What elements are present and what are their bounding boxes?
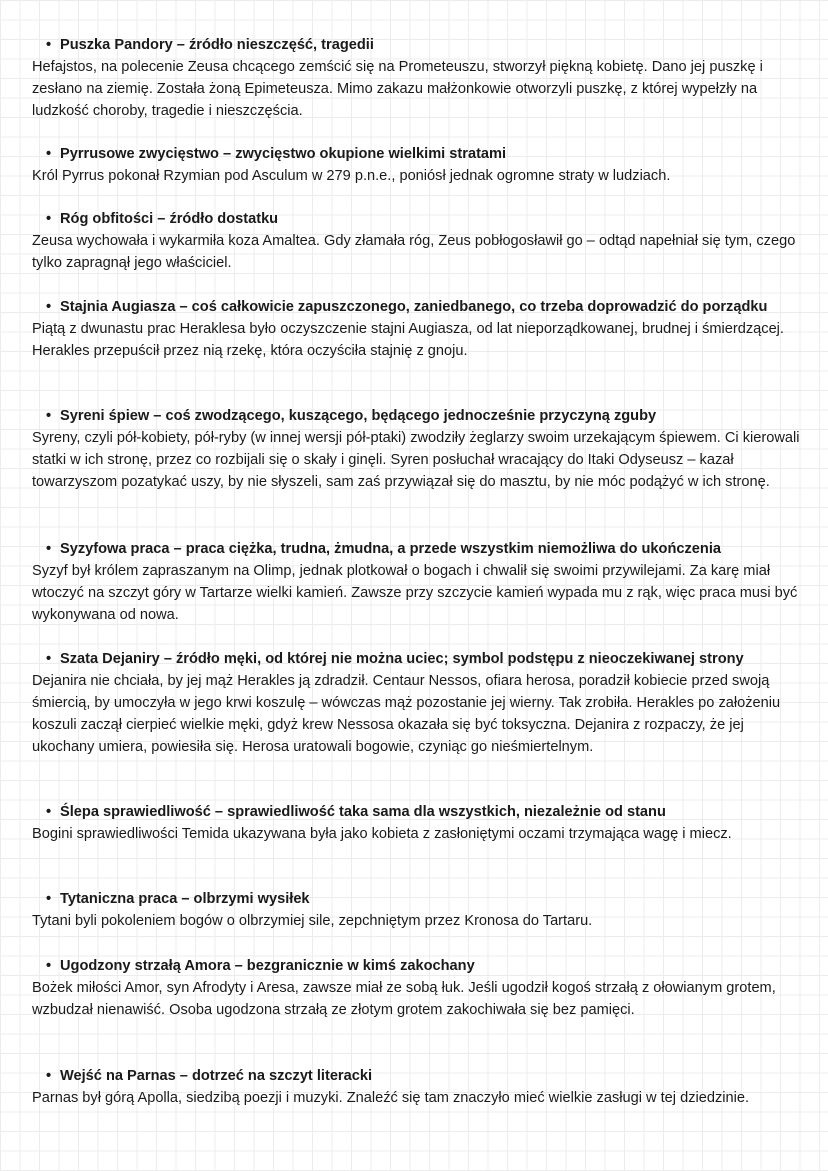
entry-description: Zeusa wychowała i wykarmiła koza Amaltea. Gdy złamała róg, Zeus pobłogosławił go – odtąd napełniał się tym, czego tylko zapragnął jego właściciel. [32, 233, 796, 271]
entry-slepa-sprawiedliwosc [32, 801, 802, 845]
entry-description: Bogini sprawiedliwości Temida ukazywana była jako kobieta z zasłoniętymi oczami trzymająca wagę i miecz. [32, 826, 732, 842]
entry-tytaniczna-praca [32, 888, 802, 932]
entry-description: Król Pyrrus pokonał Rzymian pod Asculum w 279 p.n.e., poniósł jednak ogromne straty w ludziach. [32, 168, 671, 184]
entry-stajnia-augiasza [32, 296, 802, 362]
bullet-icon: • [46, 1068, 52, 1084]
heading-text: Ślepa sprawiedliwość – sprawiedliwość taka sama dla wszystkich, niezależnie od stanu [60, 804, 666, 820]
entry-wejsc-na-parnas [32, 1065, 802, 1109]
entry-heading [32, 801, 802, 823]
entry-heading [32, 888, 802, 910]
heading-text: Wejść na Parnas – dotrzeć na szczyt literacki [60, 1068, 373, 1084]
entry-description: Syzyf był królem zapraszanym na Olimp, jednak plotkował o bogach i chwalił się swoimi przywilejami. Za karę miał wtoczyć na szczyt góry w Tartarze wielki kamień. Zawsze przy szczycie kamień wypada mu z rąk, więc praca musi być wykonywana od nowa. [32, 563, 798, 623]
bullet-icon: • [46, 541, 52, 557]
entry-description: Tytani byli pokoleniem bogów o olbrzymiej sile, zepchniętym przez Kronosa do Tartaru. [32, 913, 593, 929]
heading-text: Tytaniczna praca – olbrzymi wysiłek [60, 891, 310, 907]
entry-heading [32, 208, 802, 230]
bullet-icon: • [46, 891, 52, 907]
heading-text: Syreni śpiew – coś zwodzącego, kuszącego, będącego jednocześnie przyczyną zguby [60, 408, 657, 424]
heading-text: Stajnia Augiasza – coś całkowicie zapuszczonego, zaniedbanego, co trzeba doprowadzić do porządku [60, 299, 768, 315]
heading-text: Ugodzony strzałą Amora – bezgranicznie w kimś zakochany [60, 958, 475, 974]
heading-text: Róg obfitości – źródło dostatku [60, 211, 279, 227]
bullet-icon: • [46, 37, 52, 53]
entry-heading [32, 143, 802, 165]
bullet-icon: • [46, 299, 52, 315]
entry-puszka-pandory [32, 34, 802, 122]
heading-text: Puszka Pandory – źródło nieszczęść, tragedii [60, 37, 374, 53]
heading-text: Szata Dejaniry – źródło męki, od której nie można uciec; symbol podstępu z nieoczekiwanej strony [60, 651, 744, 667]
entry-description: Bożek miłości Amor, syn Afrodyty i Aresa, zawsze miał ze sobą łuk. Jeśli ugodził kogoś strzałą z ołowianym grotem, wzbudzał nienawiść. Osoba ugodzona strzałą ze złotym grotem zakochiwała się bez pamięci. [32, 980, 776, 1018]
entry-description: Syreny, czyli pół-kobiety, pół-ryby (w innej wersji pół-ptaki) zwodziły żeglarzy swoim urzekającym śpiewem. Ci kierowali statki w ich stronę, przez co rozbijali się o skały i ginęli. Syren posłuchał wracający do Itaki Odyseusz – kazał towarzyszom pozatykać uszy, by nie słyszeli, sam zaś przywiązał się do masztu, by nie móc podążyć w ich stronę. [32, 430, 800, 490]
entry-szata-dejaniry [32, 648, 802, 758]
entry-description: Piątą z dwunastu prac Heraklesa było oczyszczenie stajni Augiasza, od lat nieporządkowanej, brudnej i śmierdzącej. Herakles przepuścił przez nią rzekę, która oczyściła stajnię z gnoju. [32, 321, 784, 359]
entry-pyrrusowe-zwyciestwo [32, 143, 802, 187]
bullet-icon: • [46, 211, 52, 227]
entry-heading [32, 648, 802, 670]
entry-ugodzony-strzala-amora [32, 955, 802, 1021]
bullet-icon: • [46, 958, 52, 974]
bullet-icon: • [46, 408, 52, 424]
entry-syzyfowa-praca [32, 538, 802, 626]
entry-description: Parnas był górą Apolla, siedzibą poezji i muzyki. Znaleźć się tam znaczyło mieć wielkie zasługi w tej dziedzinie. [32, 1090, 750, 1106]
bullet-icon: • [46, 804, 52, 820]
entry-heading [32, 34, 802, 56]
entry-heading [32, 405, 802, 427]
entry-description: Dejanira nie chciała, by jej mąż Herakles ją zdradził. Centaur Nessos, ofiara herosa, poradził kobiecie przed swoją śmiercią, by umoczyła w jego krwi koszulę – wówczas mąż pozostanie jej wierny. Tak zrobiła. Herakles po założeniu koszuli zaczął cierpieć wielkie męki, gdyż krew Nessosa okazała się być toksyczna. Dejanira z rozpaczy, że jej ukochany umiera, powiesiła się. Herosa uratowali bogowie, czyniąc go nieśmiertelnym. [32, 673, 781, 755]
entry-description: Hefajstos, na polecenie Zeusa chcącego zemścić się na Prometeuszu, stworzył piękną kobietę. Dano jej puszkę i zesłano na ziemię. Została żoną Epimeteusza. Mimo zakazu małżonkowie otworzyli puszkę, z której wypełzły na ludzkość choroby, tragedie i nieszczęścia. [32, 59, 763, 119]
entry-heading [32, 296, 802, 318]
entry-rog-obfitosci [32, 208, 802, 274]
heading-text: Syzyfowa praca – praca ciężka, trudna, żmudna, a przede wszystkim niemożliwa do ukończenia [60, 541, 721, 557]
entry-heading [32, 1065, 802, 1087]
entry-syreni-spiew [32, 405, 802, 493]
entry-heading [32, 955, 802, 977]
entry-heading [32, 538, 802, 560]
bullet-icon: • [46, 651, 52, 667]
bullet-icon: • [46, 146, 52, 162]
heading-text: Pyrrusowe zwycięstwo – zwycięstwo okupione wielkimi stratami [60, 146, 507, 162]
